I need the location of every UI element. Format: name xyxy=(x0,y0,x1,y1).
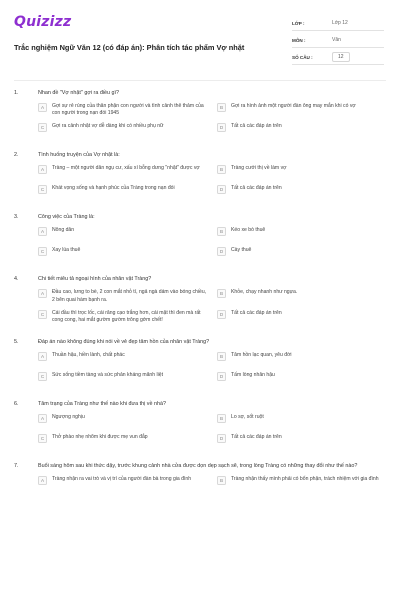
meta-row-class xyxy=(292,16,384,31)
worksheet-meta xyxy=(292,16,384,67)
question-count-box: 12 xyxy=(332,52,350,62)
question-number: 6. xyxy=(14,401,19,408)
option-letter-box: B xyxy=(217,476,226,485)
answer-option[interactable] xyxy=(217,434,386,448)
question-text: Buổi sáng hôm sau khi thức dậy, trước khung cảnh nhà cửa được dọn dẹp sạch sẽ, trong lòng Tràng có những thay đổi như thế nào? xyxy=(38,463,358,470)
option-letter-box: C xyxy=(38,185,47,194)
option-letter-box: B xyxy=(217,352,226,361)
option-letter-box: D xyxy=(217,310,226,319)
answer-option[interactable] xyxy=(217,372,386,386)
option-text: Gợi ra cảnh nhặt vợ dễ dàng khi có nhiều phụ nữ xyxy=(52,123,164,130)
meta-label: MÔN : xyxy=(292,37,306,43)
meta-label: SỐ CÂU : xyxy=(292,54,313,60)
option-text: Đầu cao, lưng to bè, 2 con mắt nhỏ tí, ngả ngà dám vào bóng chiều, 2 bên quai hàm bạnh ra. xyxy=(52,289,207,303)
meta-value: Lớp 12 xyxy=(332,20,348,26)
question-item xyxy=(14,338,386,386)
option-letter-box: A xyxy=(38,414,47,423)
option-text: Tất cả các đáp án trên xyxy=(231,123,282,130)
answer-option[interactable] xyxy=(38,476,207,490)
answer-option[interactable] xyxy=(38,352,207,366)
question-list xyxy=(14,89,386,490)
option-text: Tràng nhận ra vai trò và vị trí của người đàn bà trong gia đình xyxy=(52,476,192,483)
answer-option[interactable] xyxy=(38,103,207,117)
answer-option[interactable] xyxy=(217,123,386,137)
answer-option[interactable] xyxy=(217,165,386,179)
option-text: Kéo xe bò thuê xyxy=(231,227,266,234)
option-text: Gợi ra hình ảnh một người đàn ông may mắn khi có vợ xyxy=(231,103,356,109)
question-item xyxy=(14,400,386,448)
question-text: Tình huống truyện của Vợ nhặt là: xyxy=(38,152,120,159)
question-header xyxy=(14,213,386,221)
option-letter-box: C xyxy=(38,310,47,319)
option-letter-box: C xyxy=(38,434,47,443)
option-letter-box: D xyxy=(217,434,226,443)
option-text: Cày thuê xyxy=(231,247,252,254)
option-text: Sức sống tiềm tàng và sức phản kháng mãnh liệt xyxy=(52,372,164,379)
option-letter-box: D xyxy=(217,372,226,381)
answer-options xyxy=(14,414,386,448)
answer-option[interactable] xyxy=(217,227,386,241)
option-letter-box: C xyxy=(38,247,47,256)
option-text: Ngượng nghịu xyxy=(52,414,85,421)
option-letter-box: D xyxy=(217,247,226,256)
answer-option[interactable] xyxy=(217,103,386,117)
option-letter-box: D xyxy=(217,185,226,194)
question-header xyxy=(14,338,386,346)
question-number: 5. xyxy=(14,339,19,346)
question-number: 2. xyxy=(14,152,19,159)
question-item xyxy=(14,462,386,490)
quizizz-logo[interactable]: Quizizz xyxy=(14,14,72,30)
option-text: Tâm hồn lạc quan, yêu đời xyxy=(231,352,292,359)
meta-label: LỚP : xyxy=(292,20,305,26)
question-header xyxy=(14,151,386,159)
answer-options xyxy=(14,476,386,490)
option-text: Cái đầu thì trọc lốc, cái răng cạo trắng hơn, cái mặt thì đen mà rất cong cong, hai mắt gườm gườm trông gớm chết! xyxy=(52,309,201,324)
answer-option[interactable] xyxy=(38,289,207,303)
answer-option[interactable] xyxy=(217,185,386,199)
question-text: Công việc của Tràng là: xyxy=(38,214,95,221)
option-text: Tất cả các đáp án trên xyxy=(231,185,282,192)
option-letter-box: B xyxy=(217,165,226,174)
answer-options xyxy=(14,103,386,137)
option-text: Tràng cưới thị về làm vợ xyxy=(231,165,287,172)
option-text: Tràng – một người dân ngụ cư, xấu xí bỗng dưng "nhặt" được vợ xyxy=(52,165,200,172)
option-letter-box: D xyxy=(217,123,226,132)
answer-option[interactable] xyxy=(217,352,386,366)
option-text: Lo sợ, sốt ruột xyxy=(231,414,264,421)
answer-option[interactable] xyxy=(38,247,207,261)
answer-option[interactable] xyxy=(217,414,386,428)
answer-options xyxy=(14,165,386,199)
question-number: 1. xyxy=(14,90,19,96)
question-number: 3. xyxy=(14,214,19,221)
option-letter-box: B xyxy=(217,414,226,423)
answer-option[interactable] xyxy=(217,289,386,303)
question-item xyxy=(14,151,386,199)
question-text: Nhan đề "Vợ nhặt" gợi ra điều gì? xyxy=(38,90,120,96)
option-letter-box: A xyxy=(38,476,47,485)
question-header xyxy=(14,400,386,408)
question-item xyxy=(14,89,386,137)
answer-options xyxy=(14,289,386,324)
option-text: Tất cả các đáp án trên xyxy=(231,309,282,316)
question-number: 4. xyxy=(14,276,19,283)
answer-option[interactable] xyxy=(217,476,386,490)
question-item xyxy=(14,213,386,261)
answer-options xyxy=(14,352,386,386)
question-text: Chi tiết miêu tả ngoại hình của nhân vật Tràng? xyxy=(38,276,152,283)
option-letter-box: C xyxy=(38,123,47,132)
option-letter-box: A xyxy=(38,289,47,298)
answer-options xyxy=(14,227,386,261)
question-header xyxy=(14,462,386,470)
option-text: Khỏe, chạy nhanh như ngựa. xyxy=(231,289,298,296)
header-divider xyxy=(14,80,386,81)
meta-row-count xyxy=(292,50,384,65)
answer-option[interactable] xyxy=(38,414,207,428)
answer-option[interactable] xyxy=(217,247,386,261)
question-item xyxy=(14,275,386,324)
answer-option[interactable] xyxy=(217,310,386,324)
answer-option[interactable] xyxy=(38,185,207,199)
question-text: Đáp án nào không đúng khi nói về vẻ đẹp tâm hồn của nhân vật Tràng? xyxy=(38,339,210,346)
option-text: Thở phào nhẹ nhõm khi được mẹ vun đắp xyxy=(52,434,148,441)
worksheet-title: Trắc nghiệm Ngữ Văn 12 (có đáp án): Phân tích tác phẩm Vợ nhặt xyxy=(14,43,245,52)
option-letter-box: A xyxy=(38,165,47,174)
answer-option[interactable] xyxy=(38,372,207,386)
option-text: Tràng nhận thấy mình phải có bổn phận, trách nhiệm với gia đình xyxy=(231,476,379,483)
answer-option[interactable] xyxy=(38,123,207,137)
option-text: Khát vọng sống và hạnh phúc của Tràng trong nạn đói xyxy=(52,185,175,192)
option-letter-box: C xyxy=(38,372,47,381)
meta-value: Văn xyxy=(332,37,341,43)
answer-option[interactable] xyxy=(38,310,207,324)
question-header xyxy=(14,89,386,97)
option-text: Gợi sự rẻ rúng của thân phận con người và tình cảnh thê thảm của con người trong nạn đói 1945 xyxy=(52,103,204,117)
worksheet-header xyxy=(14,12,386,74)
option-letter-box: B xyxy=(217,103,226,112)
option-letter-box: B xyxy=(217,289,226,298)
answer-option[interactable] xyxy=(38,227,207,241)
option-text: Xay lúa thuê xyxy=(52,247,81,254)
answer-option[interactable] xyxy=(38,165,207,179)
option-letter-box: A xyxy=(38,103,47,112)
option-text: Tất cả các đáp án trên xyxy=(231,434,282,441)
option-text: Tấm lòng nhân hậu xyxy=(231,372,275,379)
meta-row-subject xyxy=(292,33,384,48)
option-text: Nông dân xyxy=(52,227,75,234)
question-text: Tâm trạng của Tràng như thế nào khi đưa thị về nhà? xyxy=(38,401,166,408)
option-letter-box: A xyxy=(38,352,47,361)
question-number: 7. xyxy=(14,463,19,470)
option-letter-box: B xyxy=(217,227,226,236)
option-text: Thuần hậu, hiền lành, chất phác xyxy=(52,352,125,359)
option-letter-box: A xyxy=(38,227,47,236)
question-header xyxy=(14,275,386,283)
answer-option[interactable] xyxy=(38,434,207,448)
